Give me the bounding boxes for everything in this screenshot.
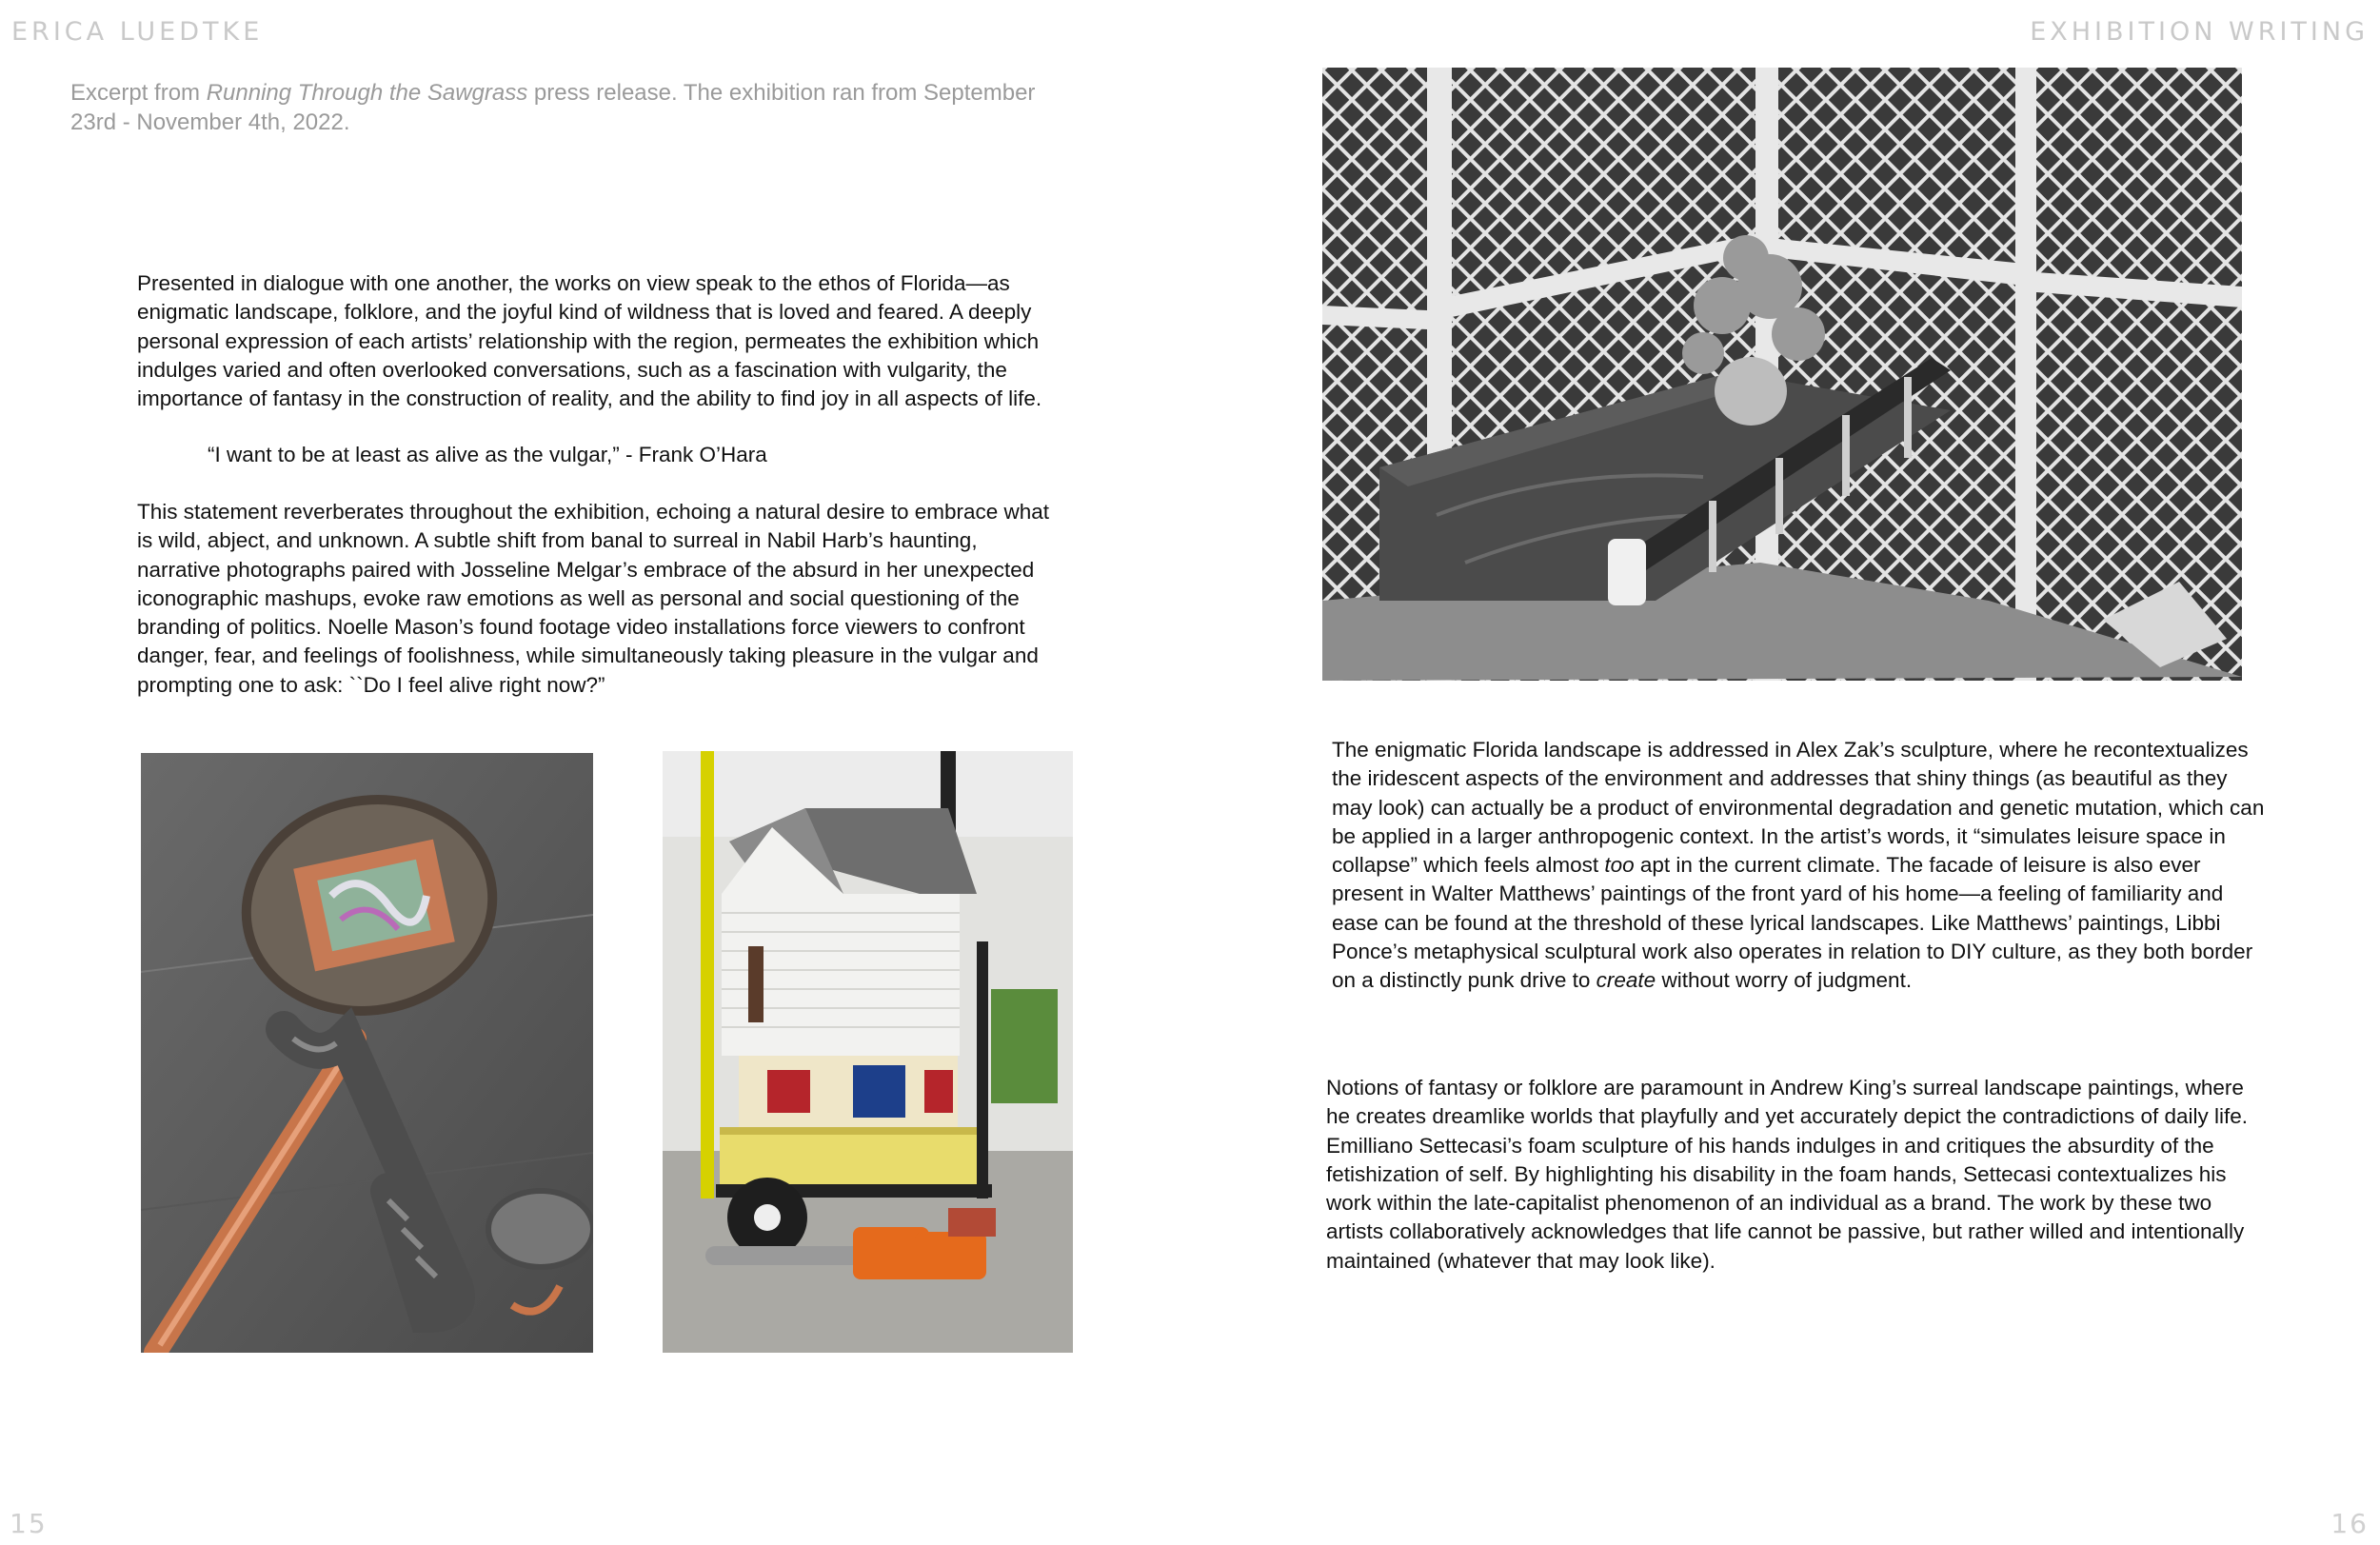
landscape-paragraph: The enigmatic Florida landscape is addressed in Alex Zak’s sculpture, where he recontextualizes the iridescent aspects of the environment and addresses that shiny things (as beautiful as they may look) can actually be a product of environmental degradation and genetic mutation, which can be applied in a larger anthropogenic context. In the artist’s words, it “simulates leisure space in collapse” which feels almost too apt in the current climate. The facade of leisure is also ever present in Walter Matthews’ paintings of the front yard of his home—a feeling of familiarity and ease can be found at the threshold of these lyrical landscapes. Like Matthews’ paintings, Libbi Ponce’s metaphysical sculptural work also operates in relation to DIY culture, as they both border on a distinctly punk drive to create without worry of judgment.	[1332, 738, 2265, 993]
intro-paragraph: Presented in dialogue with one another, the works on view speak to the ethos of Florida—as enigmatic landscape, folklore, and the joyful kind of wildness that is loved and feared. A deeply personal expression of each artists’ relationship with the region, permeates the exhibition which indulges varied and often overlooked conversations, such as a fascination with vulgarity, the importance of fantasy in the construction of reality, and the ability to find joy in all aspects of life.	[137, 271, 1042, 411]
page-number-left: 15	[10, 1508, 48, 1539]
excerpt-caption: Excerpt from Running Through the Sawgrass press release. The exhibition ran from September 23rd - November 4th, 2022.	[70, 80, 1036, 135]
section-title: EXHIBITION WRITING	[2030, 17, 2369, 47]
hospital-bed-photo	[1322, 68, 2242, 681]
author-name: ERICA LUEDTKE	[11, 17, 264, 47]
statement-paragraph: This statement reverberates throughout the exhibition, echoing a natural desire to embrace what is wild, abject, and unknown. A subtle shift from banal to surreal in Nabil Harb’s haunting, narrative photographs paired with Josseline Melgar’s embrace of the absurd in her unexpected iconographic mashups, evoke raw emotions as well as personal and social questioning of the branding of politics. Noelle Mason’s found footage video installations force viewers to confront danger, fear, and feelings of foolishness, while simultaneously taking pleasure in the vulgar and prompting one to ask: ``Do I feel alive right now?”	[137, 500, 1050, 697]
frank-ohara-quote: “I want to be at least as alive as the vulgar,” - Frank O’Hara	[208, 443, 767, 466]
house-sculpture-photo	[663, 751, 1073, 1353]
copper-sculpture-photo	[141, 753, 593, 1353]
fantasy-paragraph: Notions of fantasy or folklore are paramount in Andrew King’s surreal landscape paintings, where he creates dreamlike worlds that playfully and yet accurately depict the contradictions of daily life. Emilliano Settecasi’s foam sculpture of his hands indulges in and critiques the absurdity of the fetishization of self. By highlighting his disability in the foam hands, Settecasi contextualizes his work within the late-capitalist phenomenon of an individual as a brand. The work by these two artists collaboratively acknowledges that life cannot be passive, but rather willed and intentionally maintained (whatever that may look like).	[1326, 1076, 2248, 1273]
page-number-right: 16	[2330, 1508, 2369, 1539]
exhibition-title: Running Through the Sawgrass	[206, 80, 528, 106]
